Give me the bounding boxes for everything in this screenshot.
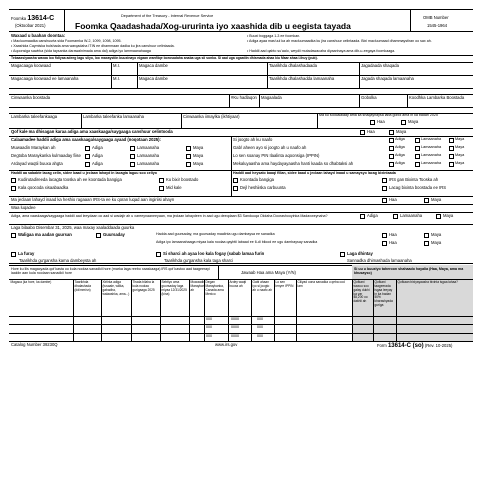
state-field[interactable]: Gobolka [361,95,377,100]
privacy-notice: Tebaaxsiyaasha waxaa loo fidiyaa adeeg lagu siiyo, loo maxaystiin buuxinayo nigaan wanfiiqe borosadaha anaba uga sii sonka. Si aad uga ogaatiin dhismada ahaa kiu Maar ahaa I.ihuy (pub). [11,56,318,60]
dependent-cell[interactable]: 000 [257,333,263,338]
yes-label: Haa [377,119,385,124]
refund-split-checkbox[interactable] [11,186,16,191]
refund-option: Ku bixir boostado [166,177,199,182]
address-field[interactable]: Cinwaanka boostada [11,95,51,100]
instruction-item: • Adiga ayaa mas'uul ka ah macluumaadka ku jira canshuur celintaada. Bixi macluumaad dhammaystiran oo sax ah. [247,39,432,43]
separation-date-label: Taarikhda gu'gansha kala taga sharci [164,258,234,263]
status-checkbox[interactable] [415,162,420,167]
married-checkbox[interactable] [96,233,101,238]
multistate-no-checkbox[interactable] [401,120,406,125]
refund-mail-checkbox[interactable] [159,178,164,183]
first-name-field[interactable]: Magacaaga koowaad [11,63,51,68]
status-checkbox[interactable] [85,162,90,167]
dependent-column-header: Gabi ahaan iyo si joogto ah u naafo ah [252,280,272,292]
job-title-field[interactable]: Jagadaada shaqada [361,63,399,68]
footer-form: Form 13614-C (so) (Rev. 10-2025) [377,343,453,349]
status-label: Lo sen soanay PIN Ilaalinta aqoonsiga (IPPIN) [233,153,320,158]
divorce-date-label: Taarikhda gu'gansha kama dambeysta ah [19,258,97,263]
status-option: Lamaanaha [421,153,442,157]
dependent-column-header: Xiriirka adiga (tusaale, wiilka, gabadha, walaashka, ama...) [102,280,130,296]
dependent-cell[interactable]: 000 [257,325,263,330]
language-field[interactable]: Waa luqadee [11,205,36,210]
yes-label: Haa [389,232,397,237]
campaign-option: Lamaanaha [400,213,423,218]
status-label: Muwaadin Maraykan ah [11,145,56,150]
omb-number: 1545-1964 [427,23,448,28]
dependent-cell[interactable]: 000 [206,333,212,338]
yes-no-group-label: Jawaab Haa ama Maya (Y/N) [241,270,296,275]
status-option: Lamaanaha [137,161,160,166]
spouse-mi-field[interactable]: M.I. [113,76,120,81]
status-checkbox[interactable] [130,146,135,151]
dependent-column-header: Tirada bilaha la kula noolaa gurigaaga 2025 [132,280,155,292]
dependent-cell[interactable]: 000 [257,317,263,321]
dependent-cell[interactable]: 0000 [231,317,239,321]
campaign-option: Adiga [367,213,378,218]
refund-other-checkbox[interactable] [159,186,164,191]
agency-text: Department of the Treasury - Internal Revenue Service [121,14,214,18]
balance-direct-checkbox[interactable] [233,178,238,183]
instructions-heading: Waxaad u baahan doontaa: [11,33,66,38]
apt-field[interactable]: #Ku hadlaqon [231,95,257,100]
married-q1-no-checkbox[interactable] [424,233,429,238]
divorced-label: La furay [18,251,35,256]
spouse-last-name-field[interactable]: Magaca dambe [139,76,168,81]
dependent-cell[interactable]: 0000 [231,325,239,330]
top-rule [9,9,473,10]
married-question-2: Adiga iyo lamaanahaaga miyaa kala noolaa qaybtii labaad ee 6-di bilood ee ugu dambaysay sanadka [156,240,318,244]
status-option: Maya [193,161,204,166]
balance-option: Dejl heshiiska carbuunta [240,185,286,190]
status-label: Si joogto ah ku naafo [233,137,273,142]
status-checkbox[interactable] [186,154,191,159]
no-label: Maya [396,129,407,134]
status-option: Adiga [395,161,405,165]
dependent-cell[interactable]: 0000 [231,333,239,338]
separated-checkbox[interactable] [156,252,161,257]
status-option: Adiga [92,161,103,166]
status-checkbox[interactable] [389,162,394,167]
phone-field[interactable]: Lambarka taleefankaaga [11,114,58,119]
status-label: Mekaluyaasha ama haydayayaasha hanti kaada so dhabtaksi ah [233,161,354,166]
status-checkbox[interactable] [389,146,394,151]
status-option: Lamaanaha [421,137,442,141]
status-label: Gab/ aheen ayo si joogto ah u naafo ah [233,145,307,150]
status-checkbox[interactable] [130,162,135,167]
dependent-column-header: Lo sen lenyre IPPIN [275,280,294,288]
balance-option: IRS gan Bixinta Tooska ah [389,177,439,182]
married-question-1: Hadda aad guursaday, ma guursaday maalinta ugu dambaysa ee sanadka [156,232,275,236]
form-page [9,9,473,474]
campaign-spouse-checkbox[interactable] [393,214,398,219]
status-option: Maya [193,153,204,158]
irs-site[interactable]: www.irs.gov [215,342,238,347]
no-label: Maya [408,119,419,124]
campaign-no-checkbox[interactable] [436,214,441,219]
married-q1-yes-checkbox[interactable] [382,233,387,238]
refund-option: Kudirutadireeda lacagta tooska ah ee koontada bangiga [18,177,122,182]
status-option: Maya [455,145,465,149]
status-option: Adiga [395,145,405,149]
status-option: Lamaanaha [421,161,442,165]
status-checkbox[interactable] [415,146,420,151]
status-label: Ardayad waqtii buuxa ahgta [11,161,63,166]
instruction-item: • Macluumaadka canshuurta sida Foomamka W-2, 1099, 1098, 1095. [11,39,122,43]
status-checkbox[interactable] [449,162,454,167]
balance-heading: Haddii aad heysato baaqi fiilan, sidee baad u jeclaan lahayd inaad u samaysyo lacag bixintaada [233,171,396,175]
refund-heading: Haddii aa sababte lacag celin, sidee baad u jeclaan lahayd in lacagta laguu soo celiyo [11,171,157,175]
marital-option: Guursaday [103,232,125,237]
dependents-intro: Hore ku liis magacyada qof kasta oo kula noolaa sanadkii hore (marka laga reebo xaaskaaga) IRS qof kastoo aad taageerayi laakiin aan kula noolaan sanadkii hore [11,267,210,276]
dependent-cell[interactable]: 000 [206,317,212,321]
dependent-column-header: Qofkani waxuu soo galay dukhi ka yar $5,200 oo dakhli ah [353,280,370,304]
dependent-column-header: Muwaadin Maraykan ah [190,280,206,292]
status-checkbox[interactable] [389,154,394,159]
language-no-checkbox[interactable] [424,198,429,203]
status-option: Lamaanaha [137,145,160,150]
status-checkbox[interactable] [389,138,394,143]
instruction-item: • Buuxi boggaga 1-3 ee foomkan. [247,34,301,38]
multistate-question: Ma ku soocalalaay ama ka shaqaynaysa laba gobol ama in ka badan 2025 [319,113,438,117]
balance-installment-checkbox[interactable] [233,186,238,191]
dependent-claim-question: Qof kale ma dhisagan karaa adiga ama xaaskaaga/saygaaga canshuur celintooda [11,129,173,134]
status-label: Degtoba Maraykanka kulmaaday fiise [11,153,81,158]
campaign-question: Adiga, ama xaaskaaga/saygaaga haddii aad leeydaan oo aad si wadajir ah u xareeynaaneeyaan, ma jeclaan lahaydeen in aad ugu deeqdaan $3 Sanduuqa Ololaha Doorashooyinka Madaxweynaha? [11,214,328,218]
refund-option: Mid kale [166,185,182,190]
dependent-column-header: Taarikhda dhalashada (dd/mm/sn) [74,280,91,292]
dependent-column-header: Ardey waqti buuxa ah [229,280,247,288]
dependent-column-header: Sebtiyo ama guursaday laga miyaa 12/31/2025 (kina) [161,280,187,296]
no-label: Maya [431,232,442,237]
status-option: Adiga [395,137,405,141]
balance-option: Lacag bixinta boostada ee IRS [389,185,447,190]
status-checkbox[interactable] [415,138,420,143]
no-label: Maya [431,197,442,202]
claim-no-checkbox[interactable] [389,130,394,135]
marital-question: Laga bilaabo Disembar 31, 2025, waa maxay xaaladdaada guurka [11,225,135,230]
form-title: Foomka Qaadashada/Xog-ururinta iyo xaashida dib u eegista tayada [75,21,351,31]
never-married-checkbox[interactable] [11,233,16,238]
multistate-yes-checkbox[interactable] [370,120,375,125]
instruction-item: • Aqoonsiga sawirka (sida taysanka darawalnimada ama dal) adiga iyo lammaanahaaga [11,49,151,53]
status-option: Maya [455,153,465,157]
status-checkbox[interactable] [186,162,191,167]
status-checkbox[interactable] [85,146,90,151]
separated-label: Si sharci ah ayaa loo kala fogay (sabab lamaa furin [163,251,265,256]
form-date: (Oktoobar 2021) [15,23,46,28]
spouse-phone-field[interactable]: Lambarka taleefanka lamaanaha [83,114,144,119]
refund-option: Kala qoocoda xisaabaadka [18,185,69,190]
status-option: Maya [455,161,465,165]
spouse-job-field[interactable]: Jagada shaqada lamaanaha [361,76,414,81]
status-option: Maya [193,145,204,150]
refund-direct-deposit-checkbox[interactable] [11,178,16,183]
zip-field[interactable]: Koodhka Lambarka Boostada [409,95,465,100]
yes-label: Haa [389,240,397,245]
mi-field[interactable]: M.I. [113,63,120,68]
campaign-you-checkbox[interactable] [360,214,365,219]
divorced-checkbox[interactable] [11,252,16,257]
dependent-column-header: Qofkaan bixiyayaasha bixinta isgaa lahaa? [397,280,458,284]
status-checkbox[interactable] [449,154,454,159]
status-option: Lamaanaha [421,145,442,149]
spouse-first-name-field[interactable]: Magacaaga koowaad ee lamaanaha [11,76,79,81]
language-question: Ma jeclaan lahayd inaad ka heshio ragaaan IRS-ta ee ku qoran luqad aan ingiriisi ahayn [11,197,175,202]
status-checkbox[interactable] [186,146,191,151]
campaign-option: Maya [443,213,454,218]
widowed-label: Laga dhintay [347,251,373,256]
catalog-number: Catalog Number 39230Q [11,342,58,347]
status-checkbox[interactable] [415,154,420,159]
form-label: Foomka 13614-C [11,15,55,22]
claim-yes-checkbox[interactable] [360,130,365,135]
balance-option: Koontada bangiga [240,177,274,182]
dob-field[interactable]: Taarikhda dhalashadaada [269,63,317,68]
dependent-column-header: Ciliyad oona sanadka u qeba ood lam [297,280,345,288]
yes-label: Haa [367,129,375,134]
language-yes-checkbox[interactable] [382,198,387,203]
status-option: Lamaanaha [137,153,160,158]
form-number: 13614-C [27,15,55,22]
married-q2-yes-checkbox[interactable] [382,241,387,246]
dependent-column-header: Degan Maraykanka, Canada ama Mexico [205,280,224,296]
yes-label: Haa [389,197,397,202]
married-q2-no-checkbox[interactable] [424,241,429,246]
email-field[interactable]: Cinwaanka iimaylka (ikhtiyaar) [183,114,240,119]
shaded-heading: Si uu u buuxiyo taheroon shahaado hayalia (Haa, Maya, ama ma khusayso) [354,267,464,276]
status-option: Adiga [395,153,405,157]
status-checkbox[interactable] [449,146,454,151]
widow-year-label: Sannadka dhimashada lamaanaha [347,258,412,263]
spouse-dob-field[interactable]: Taarikhda dhalashadda lamaanaha [269,76,335,81]
instruction-item: • Xaashida Caymiska bulshada ama warqadaha ITIN ee dhammaan dadka ku jira canshuur celintaada. [11,44,175,48]
marital-option: Waligaa ma aadan guursan [18,232,72,237]
instruction-item: • Haddii aad qabto su'aalo, weydii mutadawacaha diyaarinaya ama dib-u-eegaya foomkaaga. [247,49,396,53]
dependent-column-header: Qofkani taageerada isgaa leeyay in ka badan 50% kharashyada guriga [374,280,393,308]
status-option: Adiga [92,153,103,158]
dependent-cell[interactable]: 000 [206,325,212,330]
balance-mail-checkbox[interactable] [382,186,387,191]
city-field[interactable]: Magaalada [261,95,282,100]
last-name-field[interactable]: Magaca dambe [139,63,168,68]
status-heading: Calaamadee haddii adiga ama xaaskaaga/saygaaga ayaad (noqotaan 2025): [11,137,161,142]
widowed-checkbox[interactable] [340,252,345,257]
status-option: Adiga [92,145,103,150]
status-checkbox[interactable] [449,138,454,143]
no-label: Maya [431,240,442,245]
dependent-column-header: Magaca (ka hore, ka dambe) [10,280,52,284]
balance-irs-direct-checkbox[interactable] [382,178,387,183]
status-checkbox[interactable] [130,154,135,159]
omb-label: OMB Number [423,15,449,20]
status-checkbox[interactable] [85,154,90,159]
status-option: Maya [455,137,465,141]
